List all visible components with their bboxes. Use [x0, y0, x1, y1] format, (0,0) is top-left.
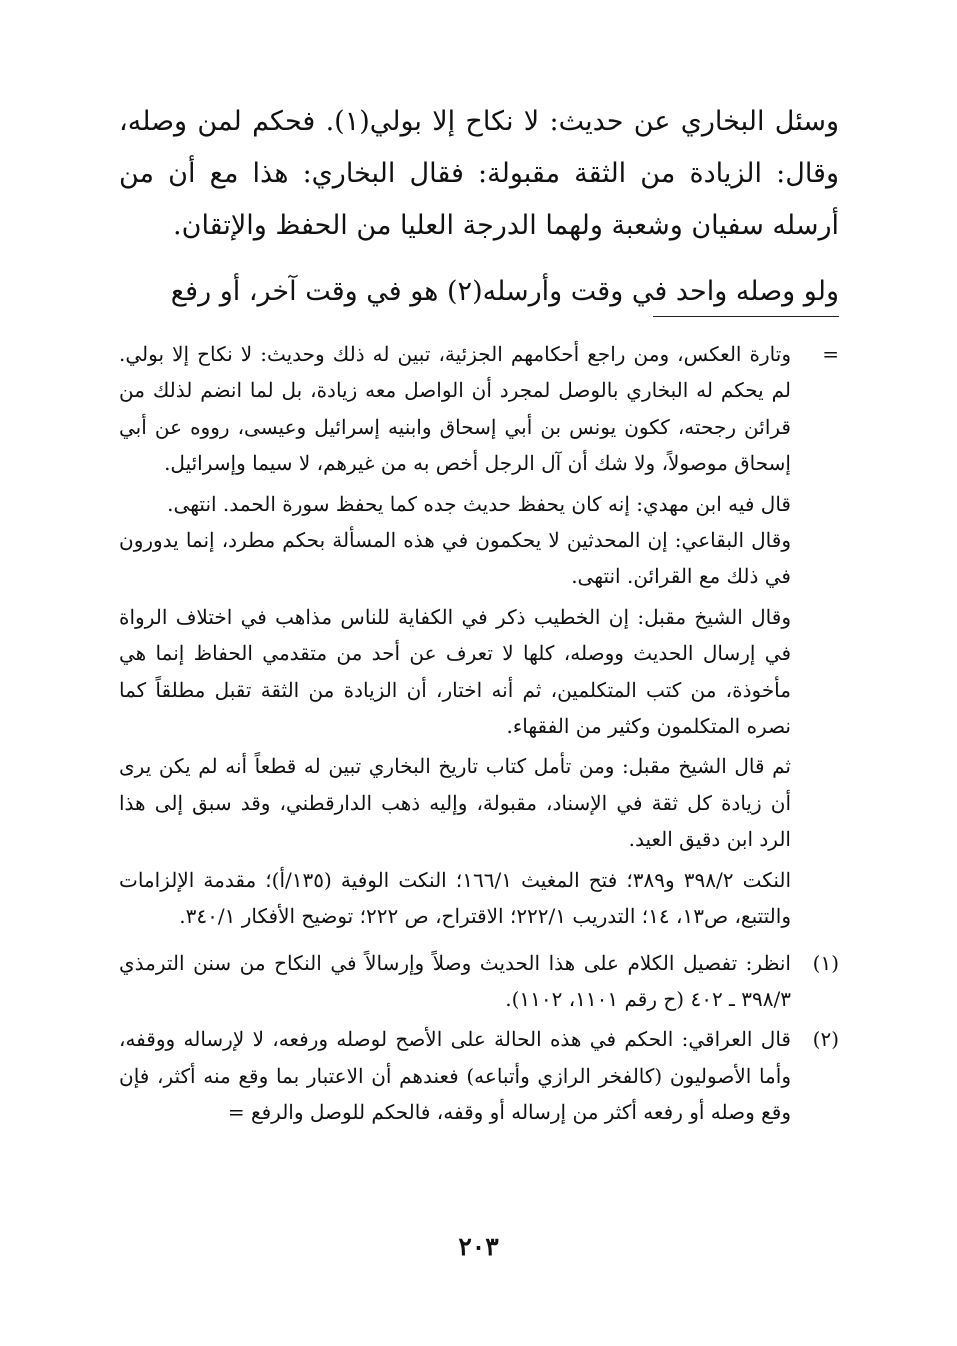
footnote-paragraph: النكت ٣٩٨/٢ و٣٨٩؛ فتح المغيث ١٦٦/١؛ النكت الوفية (١٣٥/أ)؛ مقدمة الإلزامات والتتبع، ص١٣، ١٤؛ التدريب ٢٢٢/١؛ الاقتراح، ص ٢٢٢؛ توضيح الأفكار ٣٤٠/١.	[119, 867, 791, 929]
footnote-text: قال العراقي: الحكم في هذه الحالة على الأصح لوصله ورفعه، لا لإرساله ووقفه، وأما الأصوليون (كالفخر الرازي وأتباعه) فعندهم أن الاعتبار بما وقع منه أكثر، فإن وقع وصله أو رفعه أكثر من إرساله أو وقفه، فالحكم للوصل والرفع =	[119, 1027, 791, 1125]
main-paragraph: وسئل البخاري عن حديث: لا نكاح إلا بولي(١). فحكم لمن وصله، وقال: الزيادة من الثقة مقبولة: فقال البخاري: هذا مع أن من أرسله سفيان وشعبة ولهما الدرجة العليا من الحفظ والإتقان.	[119, 106, 839, 241]
footnote-2	[119, 1021, 839, 1130]
footnote-paragraph: وتارة العكس، ومن راجع أحكامهم الجزئية، تبين له ذلك وحديث: لا نكاح إلا بولي. لم يحكم له البخاري بالوصل لمجرد أن الواصل معه زيادة، بل لما انضم لذلك من قرائن رجحته، ككون يونس بن أبي إسحاق وابنيه إسرائيل وعيسى، رووه عن أبي إسحاق موصولاً، ولا شك أن آل الرجل أخص به من غيرهم، لا سيما وإسرائيل.	[119, 342, 791, 476]
page-number: ٢٠٣	[458, 1232, 499, 1261]
footnote-1	[119, 945, 839, 1018]
footnote-continuation	[119, 336, 839, 935]
footnote-paragraph: وقال البقاعي: إن المحدثين لا يحكمون في هذه المسألة بحكم مطرد، إنما يدورون في ذلك مع القرائن. انتهى.	[119, 528, 791, 589]
footnote-number: (٢)	[812, 1027, 839, 1052]
footnote-number: (١)	[812, 950, 839, 975]
footnote-paragraph: وقال الشيخ مقبل: إن الخطيب ذكر في الكفاية للناس مذاهب في اختلاف الرواة في إرسال الحديث ووصله، كلها لا تعرف عن أحد من متقدمي الحفاظ إنما هي مأخوذة، من كتب المتكلمين، ثم أنه اختار، أن الزيادة من الثقة تقبل مطلقاً كما نصره المتكلمون وكثير من الفقهاء.	[119, 604, 791, 739]
footnote-paragraph: قال فيه ابن مهدي: إنه كان يحفظ حديث جده كما يحفظ سورة الحمد. انتهى.	[167, 491, 791, 516]
continuation-mark: =	[822, 342, 839, 366]
footnote-paragraph: ثم قال الشيخ مقبل: ومن تأمل كتاب تاريخ البخاري تبين له قطعاً أنه لم يكن يرى أن زيادة كل ثقة في الإسناد، مقبولة، وإليه ذهب الدارقطني، وقد سبق إلى هذا الرد ابن دقيق العيد.	[119, 754, 791, 852]
footnote-text: انظر: تفصيل الكلام على هذا الحديث وصلاً وإرسالاً في النكاح من سنن الترمذي ٣٩٨/٣ ـ ٤٠٢ (ح رقم ١١٠١، ١١٠٢).	[119, 950, 791, 1011]
main-paragraph: ولو وصله واحد في وقت وأرسله(٢) هو في وقت آخر، أو رفع	[170, 276, 839, 307]
main-text	[119, 96, 839, 318]
footnote-separator	[653, 316, 839, 317]
footnotes	[119, 336, 839, 1131]
